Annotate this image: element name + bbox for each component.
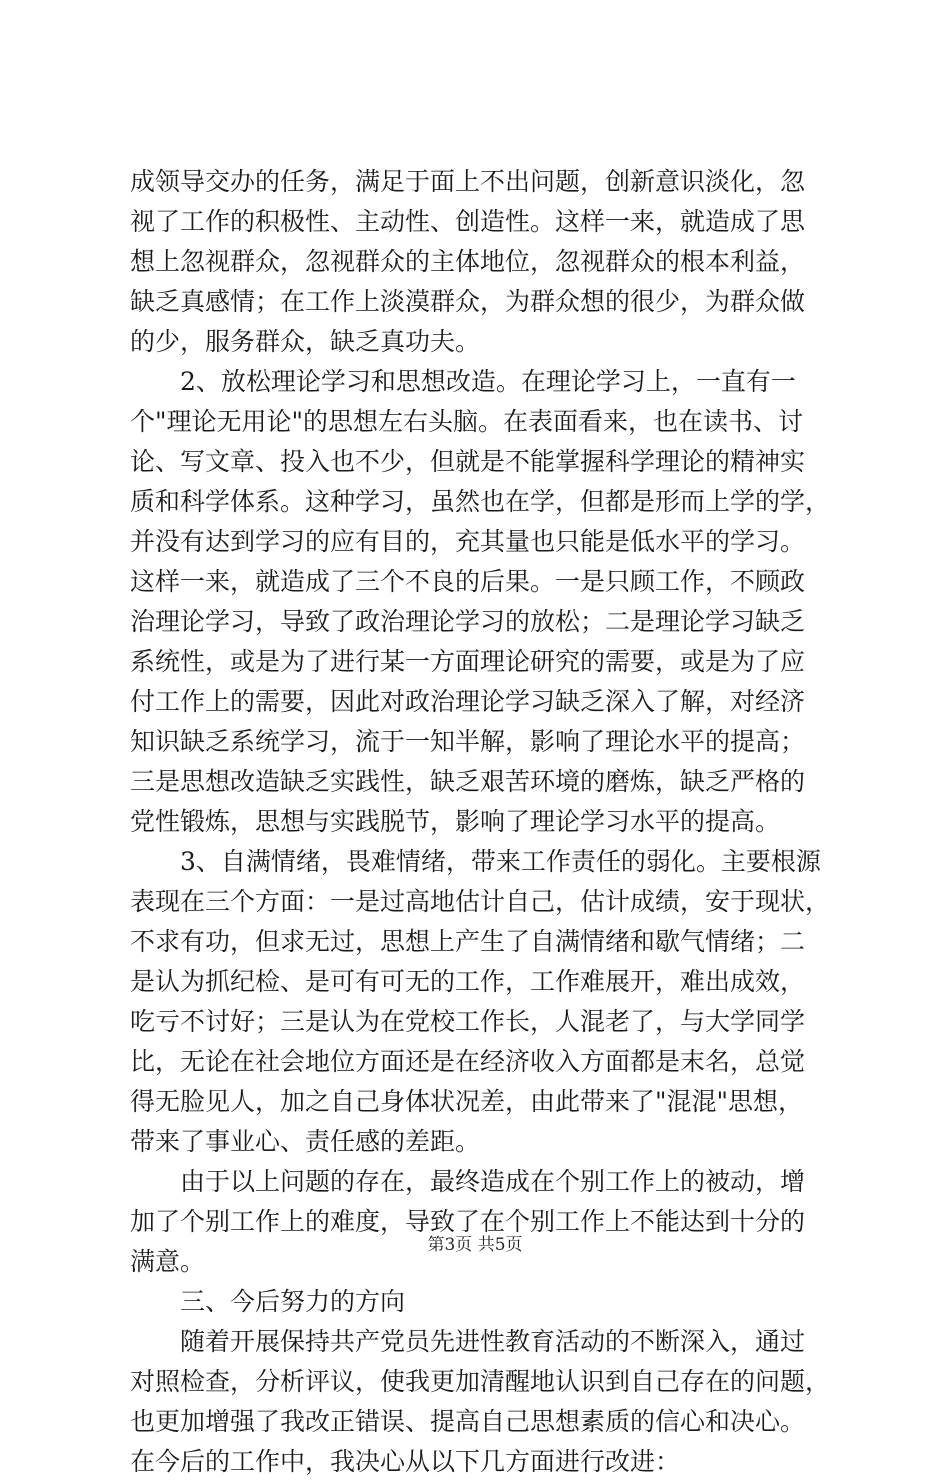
text-line: 是认为抓纪检、是可有可无的工作，工作难展开，难出成效， [130,967,806,996]
text-line: 比，无论在社会地位方面还是在经济收入方面都是末名，总觉 [130,1047,806,1076]
page-number-footer: 第3页 共5页 [427,1235,523,1255]
text-line: 由于以上问题的存在，最终造成在个别工作上的被动，增 [180,1167,806,1196]
text-line: 成领导交办的任务，满足于面上不出问题，创新意识淡化，忽 [130,167,806,196]
text-line: 表现在三个方面：一是过高地估计自己，估计成绩，安于现状， [130,887,830,916]
text-line: 党性锻炼，思想与实践脱节，影响了理论学习水平的提高。 [130,807,781,836]
text-line: 在今后的工作中，我决心从以下几方面进行改进： [130,1447,681,1476]
text-line: 随着开展保持共产党员先进性教育活动的不断深入，通过 [180,1327,806,1356]
text-line: 也更加增强了我改正错误、提高自己思想素质的信心和决心。 [130,1407,806,1436]
text-line: 视了工作的积极性、主动性、创造性。这样一来，就造成了思 [130,207,806,236]
text-line: 的少，服务群众，缺乏真功夫。 [130,327,481,356]
text-line: 想上忽视群众，忽视群众的主体地位，忽视群众的根本利益， [130,247,806,276]
text-line: 三、今后努力的方向 [180,1287,406,1316]
text-line: 满意。 [130,1247,206,1276]
text-line: 并没有达到学习的应有目的，充其量也只能是低水平的学习。 [130,527,806,556]
text-line: 缺乏真感情；在工作上淡漠群众，为群众想的很少，为群众做 [130,287,806,316]
text-line: 带来了事业心、责任感的差距。 [130,1127,481,1156]
document-body [130,162,830,1482]
text-line: 3、自满情绪，畏难情绪，带来工作责任的弱化。主要根源 [180,847,821,876]
text-line: 加了个别工作上的难度，导致了在个别工作上不能达到十分的 [130,1207,806,1236]
text-line: 吃亏不讨好；三是认为在党校工作长，人混老了，与大学同学 [130,1007,806,1036]
text-line: 质和科学体系。这种学习，虽然也在学，但都是形而上学的学， [130,487,830,516]
text-line: 论、写文章、投入也不少，但就是不能掌握科学理论的精神实 [130,447,806,476]
text-line: 系统性，或是为了进行某一方面理论研究的需要，或是为了应 [130,647,806,676]
text-line: 个"理论无用论"的思想左右头脑。在表面看来，也在读书、讨 [130,407,804,436]
text-line: 治理论学习，导致了政治理论学习的放松；二是理论学习缺乏 [130,607,806,636]
text-line: 得无脸见人，加之自己身体状况差，由此带来了"混混"思想， [130,1087,804,1116]
text-line: 付工作上的需要，因此对政治理论学习缺乏深入了解，对经济 [130,687,806,716]
text-line: 这样一来，就造成了三个不良的后果。一是只顾工作，不顾政 [130,567,806,596]
text-line: 不求有功，但求无过，思想上产生了自满情绪和歇气情绪；二 [130,927,806,956]
text-line: 三是思想改造缺乏实践性，缺乏艰苦环境的磨炼，缺乏严格的 [130,767,806,796]
text-line: 知识缺乏系统学习，流于一知半解，影响了理论水平的提高； [130,727,806,756]
text-line: 2、放松理论学习和思想改造。在理论学习上，一直有一 [180,367,796,396]
text-line: 对照检查，分析评议，使我更加清醒地认识到自己存在的问题， [130,1367,830,1396]
